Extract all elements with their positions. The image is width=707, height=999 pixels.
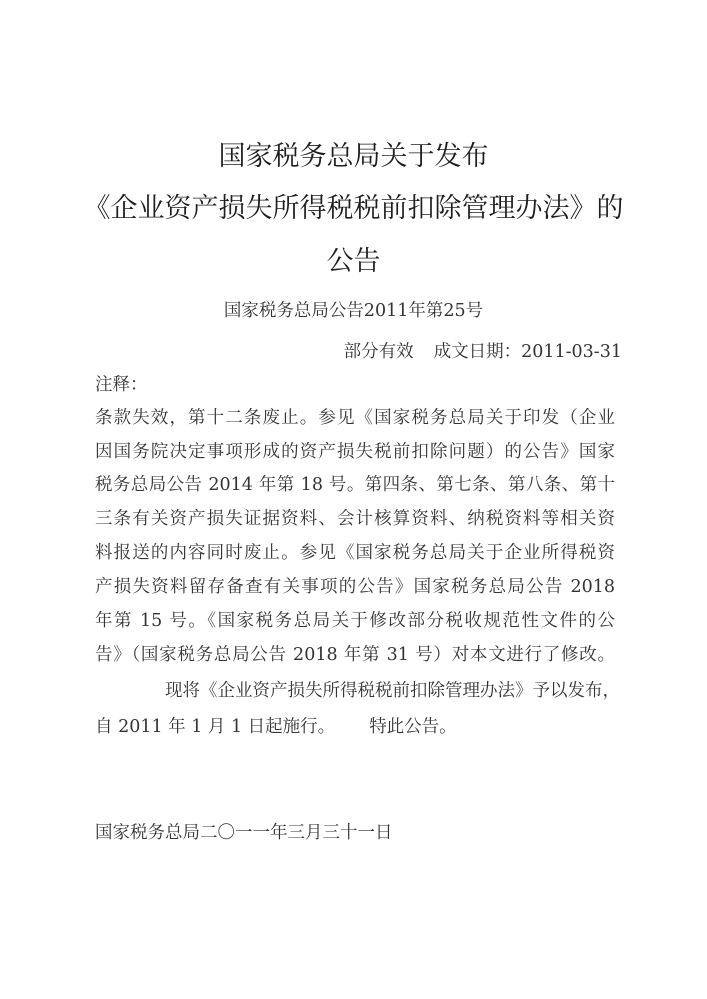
notes-line-8: 告》（国家税务总局公告 2018 年第 31 号）对本文进行了修改。 — [95, 645, 615, 665]
notes-line-6: 产损失资料留存备查有关事项的公告》国家税务总局公告 2018 — [95, 577, 615, 597]
body-paragraph-line-2 — [95, 714, 615, 740]
signature-line: 国家税务总局二〇一一年三月三十一日 — [95, 823, 393, 843]
notes-line-1: 条款失效，第十二条废止。参见《国家税务总局关于印发（企业 — [95, 408, 615, 428]
title-line-2: 《企业资产损失所得税税前扣除管理办法》的 — [83, 193, 624, 224]
document-number: 国家税务总局公告2011年第25号 — [223, 301, 484, 321]
notes-line-5: 料报送的内容同时废止。参见《国家税务总局关于企业所得税资 — [95, 543, 615, 563]
validity-status: 部分有效 — [343, 342, 414, 362]
notes-line-3: 税务总局公告 2014 年第 18 号。第四条、第七条、第八条、第十 — [95, 475, 615, 495]
title-line-1: 国家税务总局关于发布 — [218, 141, 489, 172]
closing-text: 特此公告。 — [369, 717, 457, 737]
effective-date-text: 自 2011 年 1 月 1 日起施行。 — [95, 717, 336, 737]
notes-line-2: 因国务院决定事项形成的资产损失税前扣除问题）的公告》国家 — [95, 442, 615, 462]
issue-date: 成文日期：2011-03-31 — [433, 342, 622, 362]
notes-label: 注释： — [95, 375, 148, 395]
title-line-3: 公告 — [326, 246, 381, 277]
document-status — [344, 339, 622, 365]
body-paragraph-line-1: 现将《企业资产损失所得税税前扣除管理办法》予以发布， — [165, 681, 620, 701]
notes-line-7: 年第 15 号。《国家税务总局关于修改部分税收规范性文件的公 — [95, 611, 615, 631]
notes-line-4: 三条有关资产损失证据资料、会计核算资料、纳税资料等相关资 — [95, 509, 615, 529]
